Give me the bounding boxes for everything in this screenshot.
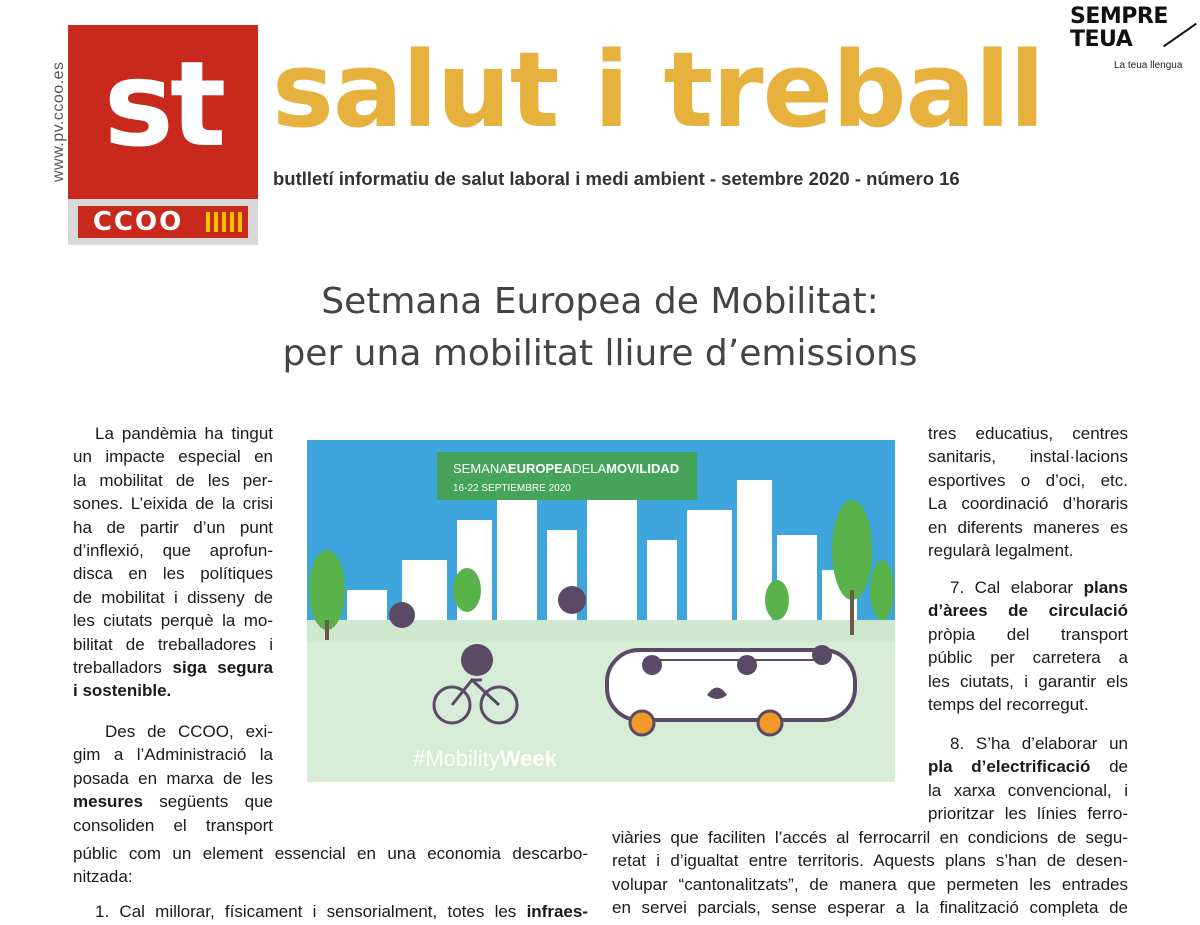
campaign-tagline: La teua llengua — [1114, 60, 1183, 71]
paragraph-bottom-right: viàries que faciliten l’accés al ferrocarril en condicions de segu- retat i d’igualtat entre territoris. Aquests plans s’han de desen- volupar “cantonalitzats”, de manera que permeten les entrades en servei parcials, sense esperar a la finalització completa de — [612, 828, 1128, 918]
cyclist-icon — [461, 644, 493, 676]
website-url: www.pv.ccoo.es — [50, 61, 67, 182]
pedestrian-icon — [389, 602, 415, 628]
campaign-line2: TEUA — [1070, 27, 1133, 52]
bold-electrification: pla d’electrificació — [928, 757, 1091, 777]
mobility-week-illustration — [307, 440, 895, 782]
masthead-title: salut i treball — [272, 29, 1045, 151]
bold-areas: d’àrees de circulació — [928, 601, 1128, 621]
headline-line2: per una mobilitat lliure d’emissions — [282, 333, 918, 374]
paragraph-centres: tres educatius, centres sanitaris, instal·lacions esportives o d’oci, etc. La coordinació d’horaris en diferents maneres es regularà legalment. — [928, 424, 1128, 561]
headline-line1: Setmana Europea de Mobilitat: — [321, 281, 879, 322]
article-headline — [0, 276, 1200, 380]
banner-dates: 16-22 SEPTIEMBRE 2020 — [453, 483, 571, 494]
banner-title: SEMANAEUROPEADELAMOVILIDAD — [453, 461, 680, 476]
bold-measures: mesures — [73, 792, 143, 812]
bold-infrastructures: infraes- — [526, 901, 588, 921]
bold-plans: plans — [1083, 578, 1128, 597]
logo-st-text: st — [103, 35, 223, 173]
paragraph-point-7: 7. Cal elaborar plans d’àrees de circulació pròpia del transport públic per carretera a les ciutats, i garantir els temps del recorregut. — [928, 578, 1128, 715]
sempre-teua-logo — [1070, 6, 1195, 71]
paragraph-ccoo-demands: Des de CCOO, exi- gim a l’Administració la posada en marxa de les mesures següents que consoliden el transport — [73, 722, 273, 835]
hashtag-mobilityweek: #MobilityWeek — [413, 746, 557, 771]
bus-icon — [607, 645, 855, 735]
skater-icon — [558, 586, 586, 614]
st-ccoo-logo — [68, 25, 258, 245]
campaign-line1: SEMPRE — [1070, 4, 1168, 29]
bold-sustainable: i sostenible. — [73, 681, 172, 701]
ccoo-text: CCOO — [92, 207, 184, 237]
bold-safe: siga segura — [172, 658, 273, 678]
paragraph-point-8: 8. S’ha d’elaborar un pla d’electrificació de la xarxa convencional, i prioritzar les línies ferro- — [928, 734, 1128, 824]
senyera-stripes-icon — [206, 212, 242, 232]
paragraph-pandemic: La pandèmia ha tingut un impacte especial en la mobilitat de les per- sones. L’eixida de la crisi ha de partir d’un punt d’inflexió, que aprofun- disca en les polítiques de mobilitat i disseny de les ciutats perquè la mo- bilitat de treballadores i treballadors siga segura i sostenible. — [73, 424, 273, 701]
paragraph-bottom-left: públic com un element essencial en una economia descarbo- nitzada: 1. Cal millorar, físicament i sensorialment, totes les infraes- — [73, 844, 588, 921]
bulletin-subtitle: butlletí informatiu de salut laboral i medi ambient - setembre 2020 - número 16 — [273, 168, 960, 189]
